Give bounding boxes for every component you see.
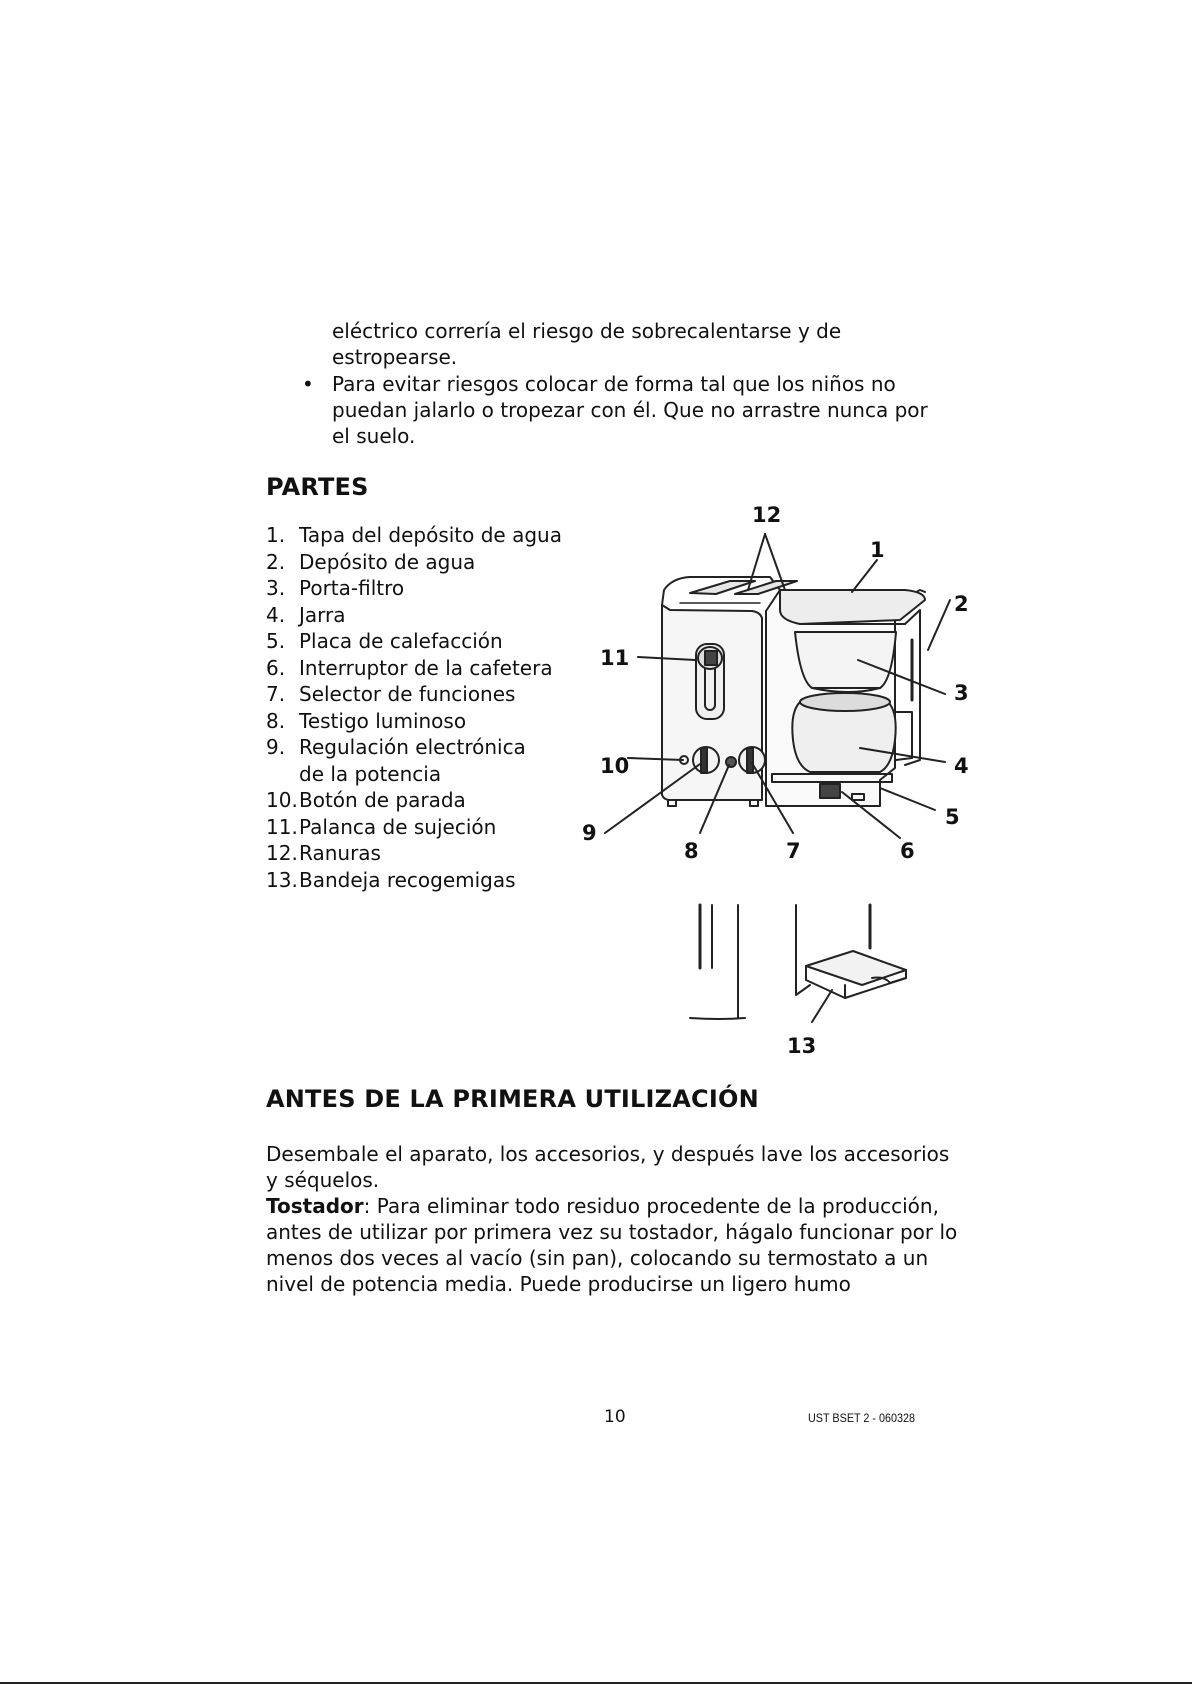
antes-heading: ANTES DE LA PRIMERA UTILIZACIÓN bbox=[266, 1085, 759, 1113]
bullet-line-3: el suelo. bbox=[332, 424, 416, 448]
part-number: 3. bbox=[266, 576, 286, 600]
part-number: 12. bbox=[266, 841, 298, 865]
part-label: Bandeja recogemigas bbox=[299, 867, 516, 892]
part-number: 8. bbox=[266, 708, 286, 733]
part-label: Porta-filtro bbox=[299, 576, 405, 600]
callout-6: 6 bbox=[900, 839, 915, 863]
part-label: Selector de funciones bbox=[299, 682, 516, 706]
tostador-line-3: menos dos veces al vacío (sin pan), colocando su termostato a un bbox=[266, 1246, 929, 1270]
callout-1: 1 bbox=[870, 538, 885, 562]
part-label: Regulación electrónica bbox=[299, 735, 526, 759]
part-label: Ranuras bbox=[299, 841, 381, 865]
intro-line-2: estropearse. bbox=[332, 345, 458, 369]
page-number: 10 bbox=[604, 1407, 626, 1427]
tostador-line-1 bbox=[266, 1193, 939, 1220]
part-label: Placa de calefacción bbox=[299, 629, 503, 653]
callout-2: 2 bbox=[954, 592, 969, 616]
part-number: 9. bbox=[266, 735, 286, 759]
callout-7: 7 bbox=[786, 839, 801, 863]
callout-5: 5 bbox=[945, 805, 960, 829]
part-number: 7. bbox=[266, 682, 286, 706]
part-number: 6. bbox=[266, 655, 286, 680]
bullet-line-2: puedan jalarlo o tropezar con él. Que no arrastre nunca por bbox=[332, 398, 928, 422]
part-number: 5. bbox=[266, 629, 286, 653]
callout-8: 8 bbox=[684, 839, 699, 863]
page-edge-divider bbox=[0, 1682, 1192, 1684]
intro-line-1: eléctrico correría el riesgo de sobrecalentarse y de bbox=[332, 319, 842, 343]
tostador-text: : Para eliminar todo residuo procedente de la producción, bbox=[363, 1194, 939, 1218]
part-number: 11. bbox=[266, 814, 298, 839]
bullet-line-1: Para evitar riesgos colocar de forma tal que los niños no bbox=[332, 372, 896, 396]
callout-9: 9 bbox=[582, 821, 597, 845]
part-number: 13. bbox=[266, 867, 298, 892]
antes-para-line-2: y séquelos. bbox=[266, 1168, 380, 1192]
part-number: 10. bbox=[266, 788, 298, 812]
document-code: UST BSET 2 - 060328 bbox=[808, 1411, 916, 1425]
part-label: Tapa del depósito de agua bbox=[299, 523, 562, 547]
part-number: 1. bbox=[266, 523, 286, 547]
part-label-continuation: de la potencia bbox=[299, 761, 442, 786]
part-label: Botón de parada bbox=[299, 788, 466, 812]
bullet-icon: • bbox=[302, 372, 314, 396]
part-label: Palanca de sujeción bbox=[299, 814, 497, 839]
callout-12: 12 bbox=[752, 503, 782, 527]
tostador-label: Tostador bbox=[266, 1194, 364, 1218]
callout-3: 3 bbox=[954, 681, 969, 705]
callout-13: 13 bbox=[787, 1034, 817, 1058]
antes-para-line-1: Desembale el aparato, los accesorios, y después lave los accesorios bbox=[266, 1142, 950, 1166]
tostador-line-2: antes de utilizar por primera vez su tostador, hágalo funcionar por lo bbox=[266, 1220, 958, 1244]
part-label: Depósito de agua bbox=[299, 549, 476, 574]
callout-10: 10 bbox=[600, 754, 630, 778]
callout-11: 11 bbox=[600, 646, 630, 670]
part-number: 4. bbox=[266, 602, 286, 627]
coffee-maker-illustration bbox=[766, 590, 925, 806]
part-label: Interruptor de la cafetera bbox=[299, 655, 553, 680]
part-label: Jarra bbox=[299, 602, 346, 627]
partes-heading: PARTES bbox=[266, 473, 369, 501]
part-label: Testigo luminoso bbox=[299, 708, 467, 733]
part-number: 2. bbox=[266, 549, 286, 574]
crumb-tray-illustration bbox=[690, 905, 906, 1022]
callout-4: 4 bbox=[954, 754, 969, 778]
tostador-line-4: nivel de potencia media. Puede producirse un ligero humo bbox=[266, 1272, 851, 1296]
